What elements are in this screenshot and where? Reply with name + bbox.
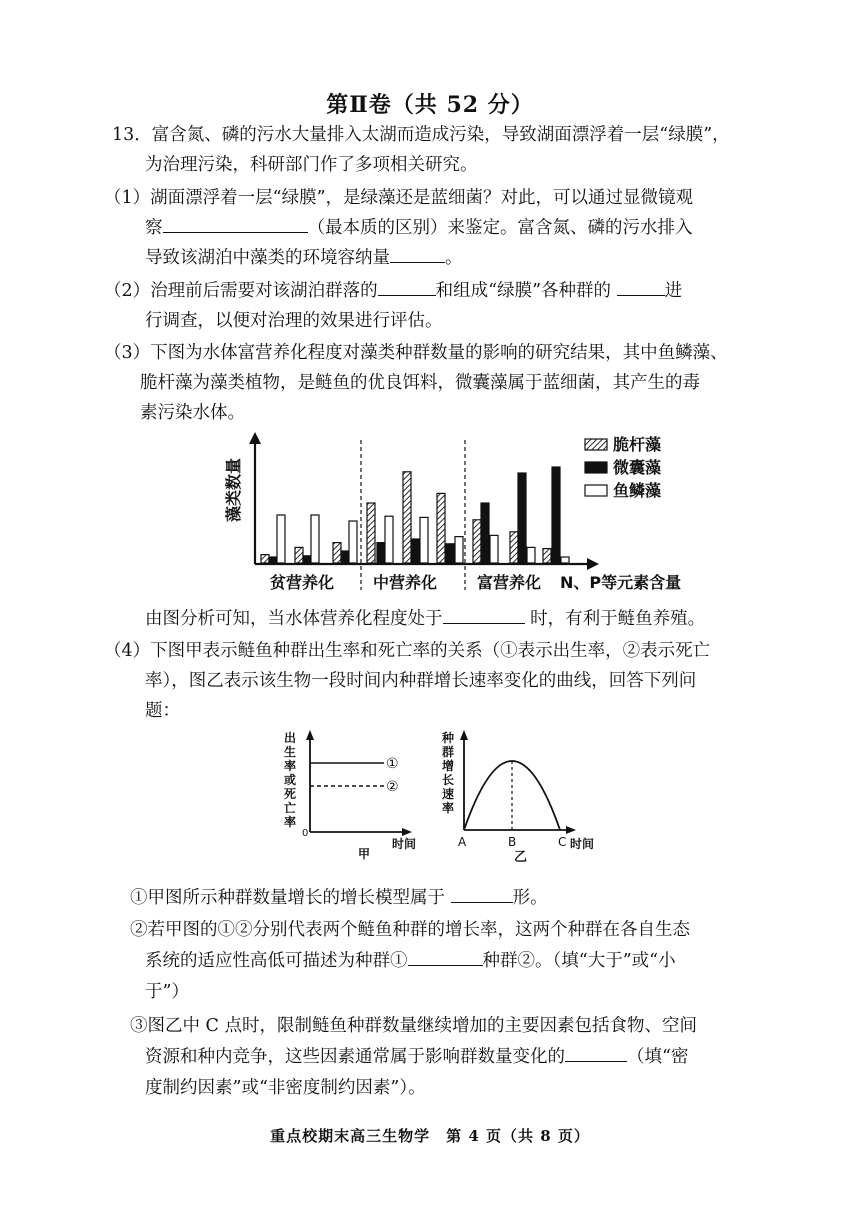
- sub2-line2: [145, 946, 676, 976]
- legend-swatch-white: [585, 485, 607, 496]
- figure-jia: [282, 728, 432, 868]
- jia-ylabel-4: 死: [284, 787, 297, 801]
- jia-ylabel-2: 率: [284, 759, 297, 773]
- bar-solid-7: [481, 503, 489, 563]
- answer-blank-7[interactable]: [408, 947, 483, 966]
- sub3-line2: [145, 1042, 688, 1072]
- bar-white-5: [420, 517, 428, 563]
- jia-ylabel-1: 生: [284, 745, 297, 759]
- bar-hatched-1: [261, 555, 269, 563]
- yi-point-b: B: [508, 835, 517, 849]
- jia-xlabel: 时间: [392, 837, 417, 851]
- bar-white-8: [527, 547, 535, 563]
- group-label-eutrophic: 富营养化: [477, 573, 542, 592]
- answer-blank-3[interactable]: [378, 277, 436, 296]
- p3-line1: （3）下图为水体富营养化程度对藻类种群数量的影响的研究结果，其中鱼鳞藻、: [104, 343, 728, 363]
- p2-line1: [104, 276, 682, 306]
- yi-ylabel-0: 种: [442, 731, 455, 745]
- bar-hatched-6: [437, 493, 445, 563]
- p1-line3: [145, 243, 463, 273]
- jia-ylabel-3: 或: [284, 773, 297, 787]
- p4-line2: 率），图乙表示该生物一段时间内种群增长速率变化的曲线，回答下列问: [145, 671, 697, 691]
- legend-label-3: 鱼鳞藻: [613, 481, 662, 500]
- p3-conclusion: [145, 604, 705, 634]
- p2-line1a: （2）治理前后需要对该湖泊群落的: [104, 281, 378, 301]
- yi-xlabel: 时间: [570, 837, 595, 851]
- bar-white-3: [349, 521, 357, 563]
- sub1-a: ①甲图所示种群数量增长的增长模型属于: [130, 888, 445, 908]
- group-label-oligotrophic: 贫营养化: [270, 573, 335, 592]
- chart-legend: [585, 435, 661, 500]
- bar-white-7: [490, 535, 498, 563]
- bar-hatched-2: [295, 547, 303, 563]
- sub2-line2b: 种群②。（填“大于”或“小: [482, 951, 676, 971]
- sub3-line1: ③图乙中 C 点时，限制鲢鱼种群数量继续增加的主要因素包括食物、空间: [130, 1016, 698, 1036]
- figure-yi: [440, 728, 615, 868]
- jia-label-2: ②: [386, 779, 399, 795]
- answer-blank-1[interactable]: [163, 214, 308, 233]
- bar-white-2: [311, 515, 319, 563]
- bar-solid-9: [552, 467, 560, 563]
- p2-line1c: 进: [664, 281, 683, 301]
- bar-hatched-4: [367, 503, 375, 563]
- answer-blank-4[interactable]: [617, 277, 665, 296]
- p1-line1: （1）湖面漂浮着一层“绿膜”，是绿藻还是蓝细菌？对此，可以通过显微镜观: [104, 188, 694, 208]
- yi-caption: 乙: [514, 850, 528, 865]
- sub3-line3: 度制约因素”或“非密度制约因素”）。: [145, 1078, 426, 1098]
- bar-white-4: [385, 516, 393, 563]
- jia-origin: 0: [302, 828, 309, 839]
- sub3-line2b: （填“密: [627, 1047, 689, 1067]
- p3-line2: 脆杆藻为藻类植物，是鲢鱼的优良饵料，微囊藻属于蓝细菌，其产生的毒: [140, 373, 700, 393]
- yi-growth-rate-curve: [464, 761, 560, 830]
- q13-line2: 为治理污染，科研部门作了多项相关研究。: [145, 155, 478, 175]
- section-title: 第Ⅱ卷（共 52 分）: [326, 92, 534, 118]
- bar-hatched-7: [473, 520, 481, 563]
- x-axis-arrow: [587, 558, 599, 570]
- p1-line2b: （最本质的区别）来鉴定。富含氮、磷的污水排入: [307, 218, 693, 238]
- legend-swatch-solid: [585, 462, 607, 473]
- p2-line1b: 和组成“绿膜”各种群的: [435, 281, 612, 301]
- p1-line2a: 察: [145, 218, 163, 238]
- jia-ylabel-0: 出: [284, 731, 297, 745]
- bar-hatched-8: [510, 532, 518, 563]
- bar-solid-6: [446, 544, 454, 563]
- bar-solid-2: [303, 556, 311, 563]
- yi-ylabel-2: 增: [442, 759, 455, 773]
- sub2-line2a: 系统的适应性高低可描述为种群①: [145, 951, 408, 971]
- answer-blank-2[interactable]: [390, 244, 445, 263]
- group-label-mesotrophic: 中营养化: [373, 573, 438, 592]
- jia-label-1: ①: [386, 756, 399, 772]
- p1-line3b: 。: [445, 248, 463, 268]
- p1-line3a: 导致该湖泊中藻类的环境容纳量: [145, 248, 390, 268]
- sub3-line2a: 资源和种内竞争，这些因素通常属于影响群数量变化的: [145, 1047, 565, 1067]
- p1-line2: [145, 213, 693, 243]
- yi-ylabel-4: 速: [442, 787, 455, 801]
- bar-solid-3: [341, 551, 349, 563]
- yi-ylabel-5: 率: [442, 801, 455, 815]
- y-axis-label: 藻类数量: [224, 457, 243, 522]
- p4-line3: 题：: [145, 701, 180, 721]
- bar-white-6: [455, 537, 463, 563]
- sub1: [130, 883, 548, 913]
- bar-solid-8: [518, 473, 526, 563]
- answer-blank-5[interactable]: [443, 605, 525, 624]
- x-axis-label: N、P等元素含量: [560, 573, 682, 592]
- sub2-line1: ②若甲图的①②分别代表两个鲢鱼种群的增长率，这两个种群在各自生态: [130, 920, 690, 940]
- yi-y-arrow: [460, 730, 468, 740]
- p3-line3: 素污染水体。: [140, 403, 245, 423]
- algae-bar-chart: [215, 430, 715, 600]
- sub1-b: 形。: [512, 888, 548, 908]
- answer-blank-8[interactable]: [565, 1043, 627, 1062]
- bar-solid-4: [377, 543, 385, 563]
- yi-ylabel-1: 群: [442, 745, 455, 759]
- p3-after-b: 时，有利于鲢鱼养殖。: [530, 609, 706, 629]
- bar-hatched-9: [543, 549, 551, 563]
- bar-white-9: [561, 557, 569, 563]
- yi-point-c: C: [558, 835, 567, 849]
- yi-ylabel-3: 长: [442, 773, 455, 787]
- bar-solid-1: [269, 557, 277, 563]
- jia-ylabel-6: 率: [284, 815, 297, 829]
- bar-hatched-3: [333, 543, 341, 563]
- yi-x-arrow: [566, 826, 576, 834]
- legend-label-1: 脆杆藻: [613, 435, 662, 454]
- p3-after-a: 由图分析可知，当水体营养化程度处于: [145, 609, 443, 629]
- legend-label-2: 微囊藻: [613, 458, 662, 477]
- legend-swatch-hatched: [585, 439, 607, 450]
- bar-white-1: [277, 515, 285, 563]
- answer-blank-6[interactable]: [451, 884, 513, 903]
- jia-caption: 甲: [358, 847, 371, 861]
- page-footer: 重点校期末高三生物学 第 4 页（共 8 页）: [270, 1127, 590, 1145]
- yi-point-a: A: [458, 835, 467, 849]
- jia-y-arrow: [306, 730, 314, 740]
- p2-line2: 行调查，以便对治理的效果进行评估。: [145, 311, 443, 331]
- bar-solid-5: [412, 539, 420, 563]
- sub2-line3: 于”）: [145, 982, 189, 1002]
- jia-x-arrow: [402, 828, 412, 836]
- bar-hatched-5: [403, 472, 411, 563]
- jia-ylabel-5: 亡: [284, 801, 297, 815]
- q13-line1: 13．富含氮、磷的污水大量排入太湖而造成污染，导致湖面漂浮着一层“绿膜”，: [112, 125, 730, 145]
- y-axis-arrow: [249, 432, 261, 444]
- p4-line1: （4）下图甲表示鲢鱼种群出生率和死亡率的关系（①表示出生率，②表示死亡: [104, 641, 711, 661]
